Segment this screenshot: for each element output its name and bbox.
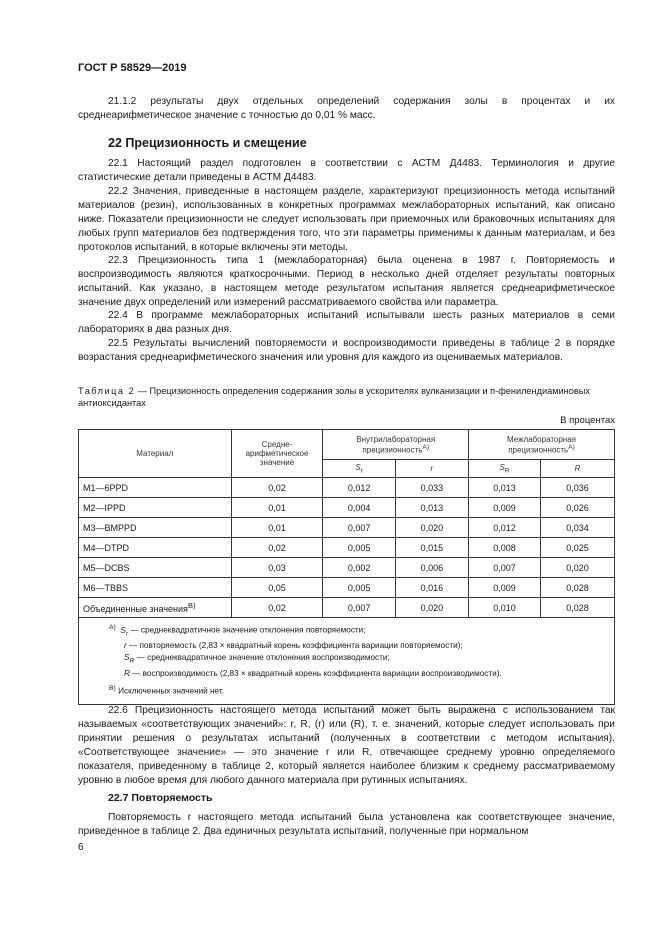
cell-value: 0,002 [323,558,395,578]
note-a3-text: — среднеквадратичное значение отклонения воспроизводимости; [136,653,390,663]
header-material: Материал [79,430,232,478]
cell-value: 0,020 [541,558,615,578]
header-between-lab-footnote: A) [568,443,575,451]
cell-value: 0,009 [469,498,541,518]
table-row [79,578,615,598]
cell-value: 0,005 [323,538,395,558]
cell-value: 0,012 [469,518,541,538]
document-header: ГОСТ Р 58529—2019 [78,62,187,74]
table-caption [78,385,615,409]
table-row [79,518,615,538]
header-R-symbol: R [574,464,581,473]
cell-value: 0,036 [541,478,615,498]
cell-material-text: Объединенные значения [83,604,188,614]
table-notes [79,618,615,705]
table-caption-label: Таблица 2 [78,386,136,396]
paragraph-22-3: 22.3 Прецизионность типа 1 (межлабораторная) была оценена в 1987 г. Повторяемость и воспроизводимость являются краткосрочными. Период в несколько дней отделяет результаты повторных испытаний. Как указано, в настоящем методе результатом испытания является среднеарифметическое значение двух определений или измерений рассматриваемого свойства или параметра. [78,255,615,308]
cell-value: 0,02 [231,478,323,498]
note-a2: r — повторяемость (2,83 × квадратный корень коэффициента вариации повторяемости); [124,641,463,651]
cell-value: 0,006 [395,558,468,578]
table-row [79,558,615,578]
cell-value: 0,020 [395,598,468,618]
note-a2-text: — повторяемость (2,83 × квадратный корень коэффициента вариации повторяемости); [129,641,463,651]
table-units: В процентах [560,415,615,426]
paragraph-21-1-2: 21.1.2 результаты двух отдельных определений содержания золы в процентах и их среднеарифметическое значение с точностью до 0,01 % масс. [78,96,615,121]
header-SR [469,460,541,478]
header-r-symbol: r [430,464,434,473]
cell-value: 0,02 [231,598,323,618]
table-row [79,598,615,618]
cell-material [79,598,232,618]
cell-value: 0,010 [469,598,541,618]
cell-value: 0,012 [323,478,395,498]
cell-value: 0,028 [541,578,615,598]
pooled-footnote-mark: B) [187,601,196,610]
header-within-lab-footnote: A) [422,443,430,451]
cell-value: 0,01 [231,518,323,538]
note-b [109,683,614,698]
subsection-title: 22.7 Повторяемость [108,792,213,804]
table-row [79,498,615,518]
table-row [79,538,615,558]
cell-value: 0,007 [323,518,395,538]
paragraph-22-4: 22.4 В программе межлабораторных испытаний испытывали шесть разных материалов в семи лабораториях в два разных дня. [78,310,615,335]
note-a3: $S_R$ — среднеквадратичное значение отклонения воспроизводимости; [124,653,390,666]
cell-value: 0,009 [469,578,541,598]
header-within-lab-label: Внутрилабораторная прецизионность [356,434,436,455]
note-a1-text: — среднеквадратичное значение отклонения повторяемости; [130,625,366,635]
cell-material: M1—6PPD [79,478,232,498]
note-a4: R — воспроизводимость (2,83 × квадратный корень коэффициента вариации воспроизводимости). [124,669,502,679]
table-body [79,478,615,618]
paragraph-22-5: 22.5 Результаты вычислений повторяемости и воспроизводимости приведены в таблице 2 в порядке возрастания среднеарифметического значения или уровня для каждого из оцениваемых материалов. [78,338,615,363]
cell-value: 0,033 [395,478,468,498]
note-a4-text: — воспроизводимость (2,83 × квадратный корень коэффициента вариации воспроизводимости). [132,669,502,679]
cell-value: 0,015 [395,538,468,558]
cell-value: 0,007 [323,598,395,618]
page-number: 6 [78,842,84,853]
cell-value: 0,034 [541,518,615,538]
note-b-mark: B) [109,685,116,693]
cell-value: 0,004 [323,498,395,518]
cell-value: 0,025 [541,538,615,558]
table-row [79,478,615,498]
cell-material: M5—DCBS [79,558,232,578]
header-sr-subscript: r [360,467,363,475]
cell-value: 0,013 [469,478,541,498]
cell-value: 0,028 [541,598,615,618]
header-mean: Средне-арифметическое значение [231,430,323,478]
header-SR-subscript: R [504,467,510,475]
paragraph-22-7: Повторяемость r настоящего метода испытаний была установлена как соответствующее значение, приведенное в таблице 2. Два единичных результата испытаний, полученные при нормальном [78,812,615,837]
cell-material: M6—TBBS [79,578,232,598]
cell-material: M3—BMPPD [79,518,232,538]
header-r [395,460,468,478]
note-a1: $^{A)}$ $S_r$ — среднеквадратичное значение отклонения повторяемости; [109,624,366,638]
header-R [541,460,615,478]
header-between-lab-label: Межлабораторная прецизионность [507,434,577,455]
cell-material: M4—DTPD [79,538,232,558]
table-caption-text: — Прецизионность определения содержания золы в ускорителях вулканизации и п-фенилендиаминовых антиоксидантах [78,386,590,408]
header-sr [323,460,395,478]
precision-table [78,429,615,705]
cell-value: 0,05 [231,578,323,598]
note-b-text: Исключенных значений нет. [118,686,224,696]
cell-value: 0,01 [231,498,323,518]
paragraph-22-2: 22.2 Значения, приведенные в настоящем разделе, характеризуют прецизионность метода испытаний материалов (резин), использованных в конкретных программах межлабораторных испытаний, как описано ниже. Показатели прецизионности не следует использовать при приемочных или браковочных испытаниях для любых групп материалов без подтверждения того, что эти параметры применимы к данным материалам, и без протоколов испытаний, в которые включены эти методы. [78,186,615,253]
cell-value: 0,013 [395,498,468,518]
cell-value: 0,026 [541,498,615,518]
cell-value: 0,005 [323,578,395,598]
note-a-mark: A) [109,624,116,631]
cell-value: 0,02 [231,538,323,558]
paragraph-22-1: 22.1 Настоящий раздел подготовлен в соответствии с АСТМ Д4483. Терминология и другие статистические детали приведены в АСТМ Д4483. [78,158,615,183]
cell-value: 0,020 [395,518,468,538]
header-between-lab [469,430,615,460]
cell-value: 0,016 [395,578,468,598]
paragraph-22-6: 22.6 Прецизионность настоящего метода испытаний может быть выражена с использованием так называемых «соответствующих значений»: r, R, (r) или (R), т. е. значений, которые следует использовать при принятии решения о результатах испытаний (полученных в соответствии с методом испытания). «Соответствующее значение» — это значение r или R, отвечающее среднему уровню определяемого показателя, приведенному в таблице 2, который является наиболее близким к среднему рассматриваемому уровню в любое время для любого данного материала при рутинных испытаниях. [78,705,615,786]
cell-value: 0,008 [469,538,541,558]
section-title: 22 Прецизионность и смещение [108,136,307,150]
header-sr-symbol: S [355,462,361,472]
cell-material: M2—IPPD [79,498,232,518]
cell-value: 0,03 [231,558,323,578]
header-within-lab [323,430,469,460]
header-SR-symbol: S [499,462,505,472]
cell-value: 0,007 [469,558,541,578]
